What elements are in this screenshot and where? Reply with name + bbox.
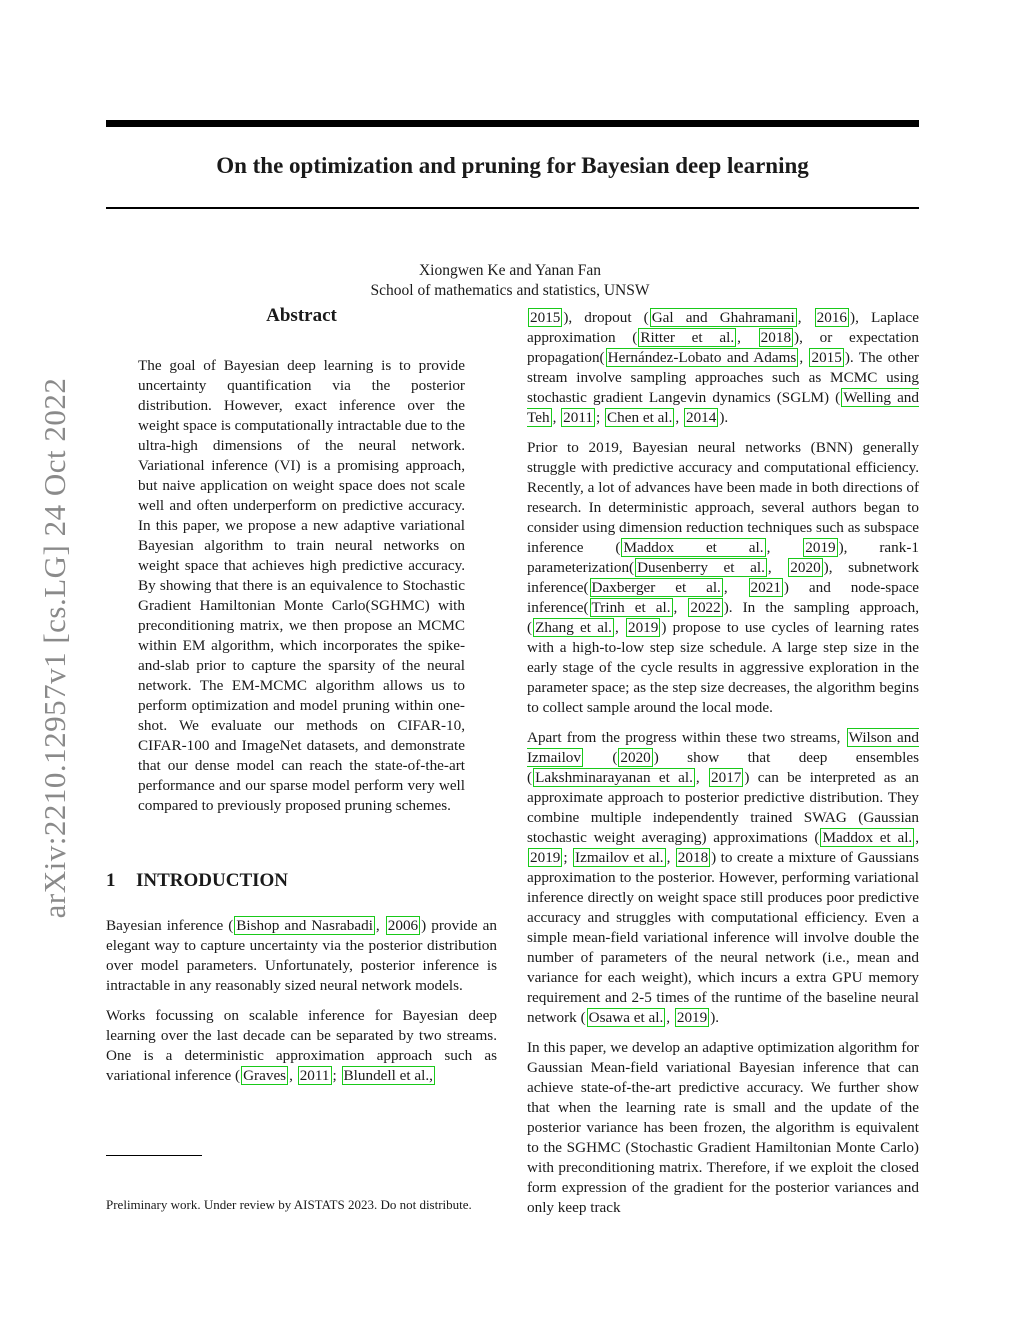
citation-link[interactable]: Graves: [243, 1067, 287, 1084]
citation-link[interactable]: Lakshminarayanan et al.: [535, 769, 693, 786]
citation-link[interactable]: 2018: [760, 329, 792, 346]
citation-link[interactable]: Maddox et al.: [822, 829, 913, 846]
abstract-text: The goal of Bayesian deep learning is to provide uncertainty quantification via the posterior distribution. However, exact inference over the weight space is computationally intractable due to the ultra-high dimensions of the neural network. Variational inference (VI) is a promising approach, but naive application on weight space does not scale well and often underperform on predictive accuracy. In this paper, we propose a new adaptive variational Bayesian algorithm to train neural networks on weight space that achieves high predictive accuracy. By showing that there is an equivalence to Stochastic Gradient Hamiltonian Monte Carlo(SGHMC) with preconditioning matrix, we then propose an MCMC within EM algorithm, which incorporates the spike-and-slab prior to capture the sparsity of the neural network. The EM-MCMC algorithm allows us to perform optimization and model pruning within one-shot. We evaluate our methods on CIFAR-10, CIFAR-100 and ImageNet datasets, and demonstrate that our dense model can reach the state-of-the-art performance and our sparse model perform very well compared to previously proposed pruning schemes.: [138, 357, 465, 814]
paper-title: On the optimization and pruning for Bayesian deep learning: [216, 153, 809, 178]
citation-link[interactable]: 2011: [563, 409, 593, 426]
citation-link[interactable]: 2020: [790, 559, 821, 576]
citation-link[interactable]: 2021: [750, 579, 781, 596]
citation-link[interactable]: Ritter et al.: [640, 329, 735, 346]
citation-link[interactable]: 2016: [816, 309, 848, 326]
abstract-heading: Abstract: [266, 305, 337, 326]
citation-link[interactable]: Dusenberry et al.: [637, 559, 765, 576]
right-column: [527, 308, 919, 1228]
citation-link[interactable]: Zhang et al.: [535, 619, 612, 636]
section-heading: [106, 868, 497, 894]
intro-paragraph-5: Apart from the progress within these two streams, Wilson and Izmailov ( 2020 ) show that deep ensembles ( Lakshminarayanan et al. , 2017 ) can be interpreted as an approximate approach to posterior predictive distribution. They combine multiple independently trained SWAG (Gaussian stochastic weight averaging) approximations ( Maddox et al. , 2019 ; Izmailov et al. , 2018 ) to create a mixture of Gaussians approximation to the posterior. However, performing variational inference directly on weight space still produces poor predictive accuracy and struggles with computational efficiency. Even a simple mean-field variational inference will involve double the number of parameters of the neural network (i.e., mean and variance for each weight), which incurs a extra GPU memory requirement and 2-5 times of the runtime of the baseline neural network ( Osawa et al. , 2019 ).: [527, 729, 920, 1026]
footnote: Preliminary work. Under review by AISTATS 2023. Do not distribute.: [106, 1197, 472, 1212]
left-column: [106, 302, 497, 1096]
citation-link[interactable]: Maddox et al.: [623, 539, 764, 556]
citation-link[interactable]: Osawa et al.: [588, 1009, 664, 1026]
citation-link[interactable]: Trinh et al.: [591, 599, 671, 616]
citation-link[interactable]: Daxberger et al.: [591, 579, 721, 596]
citation-link[interactable]: Bishop and Nasrabadi: [236, 917, 373, 934]
citation-link[interactable]: 2017: [711, 769, 742, 786]
author-affiliation: School of mathematics and statistics, UNSW: [370, 282, 650, 299]
intro-paragraph-4: Prior to 2019, Bayesian neural networks (BNN) generally struggle with predictive accuracy and computational efficiency. Recently, a lot of advances have been made in both directions of research. In deterministic approach, several authors began to consider using dimension reduction techniques such as subspace inference ( Maddox et al. , 2019 ), rank-1 parameterization( Dusenberry et al. , 2020 ), subnetwork inference( Daxberger et al. , 2021 ) and node-space inference( Trinh et al. , 2022 ). In the sampling approach, ( Zhang et al. , 2019 ) propose to use cycles of learning rates with a high-to-low step size schedule. A large step size in the early stage of the cycle results in aggressive exploration in the parameter space; as the step size decreases, the algorithm begins to collect sample around the local mode.: [527, 439, 920, 716]
title-top-rule: [106, 120, 919, 127]
citation-link[interactable]: 2018: [677, 849, 709, 866]
citation-link[interactable]: Izmailov et al.: [575, 849, 664, 866]
citation-link[interactable]: Chen et al.: [607, 409, 673, 426]
intro-paragraph-3: 2015 ), dropout ( Gal and Ghahramani , 2016 ), Laplace approximation ( Ritter et al. , 2018 ), or expectation propagation( Hernández-Lobato and Adams , 2015 ). The other stream involve sampling approaches such as MCMC using stochastic gradient Langevin dynamics (SGLM) ( Welling and Teh , 2011 ; Chen et al. , 2014 ).: [527, 309, 919, 426]
arxiv-stamp-text: arXiv:2210.12957v1 [cs.LG] 24 Oct 2022: [37, 377, 72, 919]
intro-paragraph-2: Works focussing on scalable inference for Bayesian deep learning over the last decade can be separated by two streams. One is a deterministic approximation approach such as variational inference ( Graves , 2011 ; Blundell et al.,: [106, 1007, 497, 1084]
citation-link[interactable]: 2022: [690, 599, 721, 616]
author-names: Xiongwen Ke and Yanan Fan: [418, 262, 602, 279]
citation-link[interactable]: Wilson and Izmailov: [527, 729, 919, 766]
citation-link[interactable]: 2006: [387, 917, 419, 934]
citation-link[interactable]: 2020: [620, 749, 651, 766]
citation-link[interactable]: 2015: [530, 309, 561, 326]
citation-link[interactable]: Gal and Ghahramani: [651, 309, 795, 326]
citation-link[interactable]: 2019: [805, 539, 836, 556]
citation-link[interactable]: 2019: [627, 619, 659, 636]
section-number: 1: [106, 870, 116, 891]
author-block: [300, 261, 720, 301]
citation-link[interactable]: 2019: [530, 849, 561, 866]
citation-link[interactable]: Hernández-Lobato and Adams: [607, 349, 797, 366]
citation-link[interactable]: 2011: [299, 1067, 330, 1084]
title-bottom-rule: [106, 207, 919, 209]
footnote-rule: [106, 1155, 202, 1156]
intro-paragraph-1: Bayesian inference ( Bishop and Nasrabadi , 2006 ) provide an elegant way to capture uncertainty via the posterior distribution over model parameters. Unfortunately, posterior inference is intractable in any reasonably sized neural network models.: [106, 917, 498, 994]
citation-link[interactable]: Welling and Teh: [527, 389, 919, 426]
citation-link[interactable]: 2019: [676, 1009, 708, 1026]
citation-link[interactable]: 2014: [685, 409, 717, 426]
citation-link[interactable]: 2015: [811, 349, 842, 366]
intro-paragraph-6: In this paper, we develop an adaptive optimization algorithm for Gaussian Mean-field variational Bayesian inference that can achieve state-of-the-art predictive accuracy. We further show that when the learning rate is small and the update of the posterior variance has been frozen, the algorithm is equivalent to the SGHMC (Stochastic Gradient Hamiltonian Monte Carlo) with preconditioning matrix. Therefore, if we exploit the closed form expression of the gradient for the posterior variances and only keep track: [527, 1039, 919, 1216]
section-title: INTRODUCTION: [136, 870, 289, 891]
citation-link[interactable]: Blundell et al.,: [343, 1067, 433, 1084]
